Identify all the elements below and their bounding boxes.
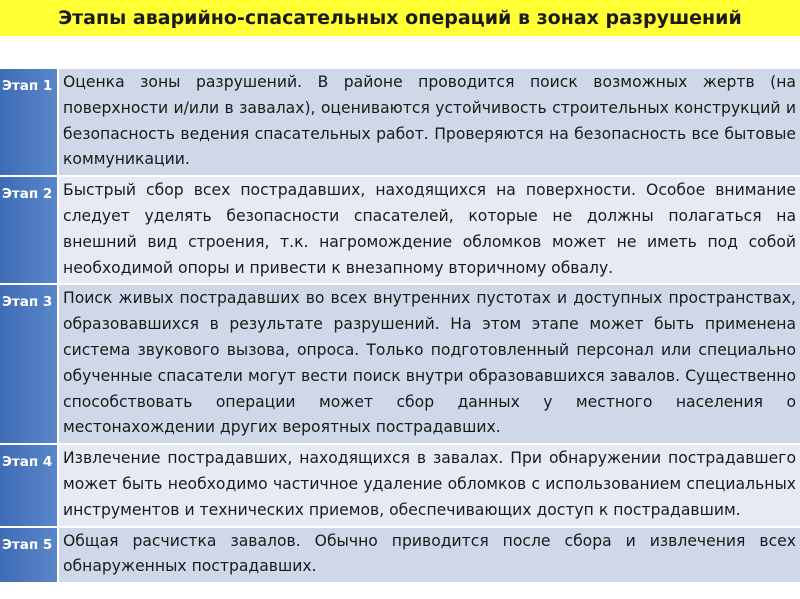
stage-label-cell xyxy=(0,176,58,284)
stage-label: Этап 1 xyxy=(2,78,53,94)
stage-row-1 xyxy=(0,69,800,176)
stage-row-5 xyxy=(0,527,800,584)
stages-table xyxy=(0,69,800,584)
stage-description-cell xyxy=(58,527,800,584)
stage-row-2 xyxy=(0,176,800,284)
stage-label-cell xyxy=(0,527,58,584)
stage-description-cell xyxy=(58,444,800,526)
stage-label: Этап 5 xyxy=(2,536,53,553)
stage-row-3 xyxy=(0,284,800,444)
stage-description: Общая расчистка завалов. Обычно приводится после сбора и извлечения всех обнаруженных пострадавших. xyxy=(63,531,796,576)
stage-label-cell xyxy=(0,69,58,176)
stage-description: Быстрый сбор всех пострадавших, находящихся на поверхности. Особое внимание следует уделять безопасности спасателей, которые не должны полагаться на внешний вид строения, т.к. нагромождение обломков может не иметь под собой необходимой опоры и привести к внезапному вторичному обвалу. xyxy=(63,181,796,277)
stage-label: Этап 3 xyxy=(2,294,53,311)
stage-description: Извлечение пострадавших, находящихся в завалах. При обнаружении пострадавшего может быть необходимо частичное удаление обломков с использованием специальных инструментов и технических приемов, обеспечивающих доступ к пострадавшим. xyxy=(63,449,796,519)
stage-description-cell xyxy=(58,284,800,444)
stage-label-cell xyxy=(0,284,58,444)
stage-description: Оценка зоны разрушений. В районе проводится поиск возможных жертв (на поверхности и/или в завалах), оцениваются устойчивость строительных конструкций и безопасность ведения спасательных работ. Проверяются на безопасность все бытовые коммуникации. xyxy=(63,73,796,169)
stage-description-cell xyxy=(58,69,800,176)
stage-label: Этап 2 xyxy=(2,186,53,203)
stage-label: Этап 4 xyxy=(2,454,53,471)
stage-description-cell xyxy=(58,176,800,284)
stage-label-cell xyxy=(0,444,58,526)
stage-row-4 xyxy=(0,444,800,526)
stage-description: Поиск живых пострадавших во всех внутренних пустотах и доступных пространствах, образовавшихся в результате разрушений. На этом этапе может быть применена система звукового вызова, опроса. Только подготовленный персонал или специально обученные спасатели могут вести поиск внутри образовавшихся завалов. Существенно способствовать операции может сбор данных у местного населения о местонахождении других вероятных пострадавших. xyxy=(63,289,796,437)
title-bar xyxy=(0,0,800,36)
page-title: Этапы аварийно-спасательных операций в зонах разрушений xyxy=(58,7,742,29)
